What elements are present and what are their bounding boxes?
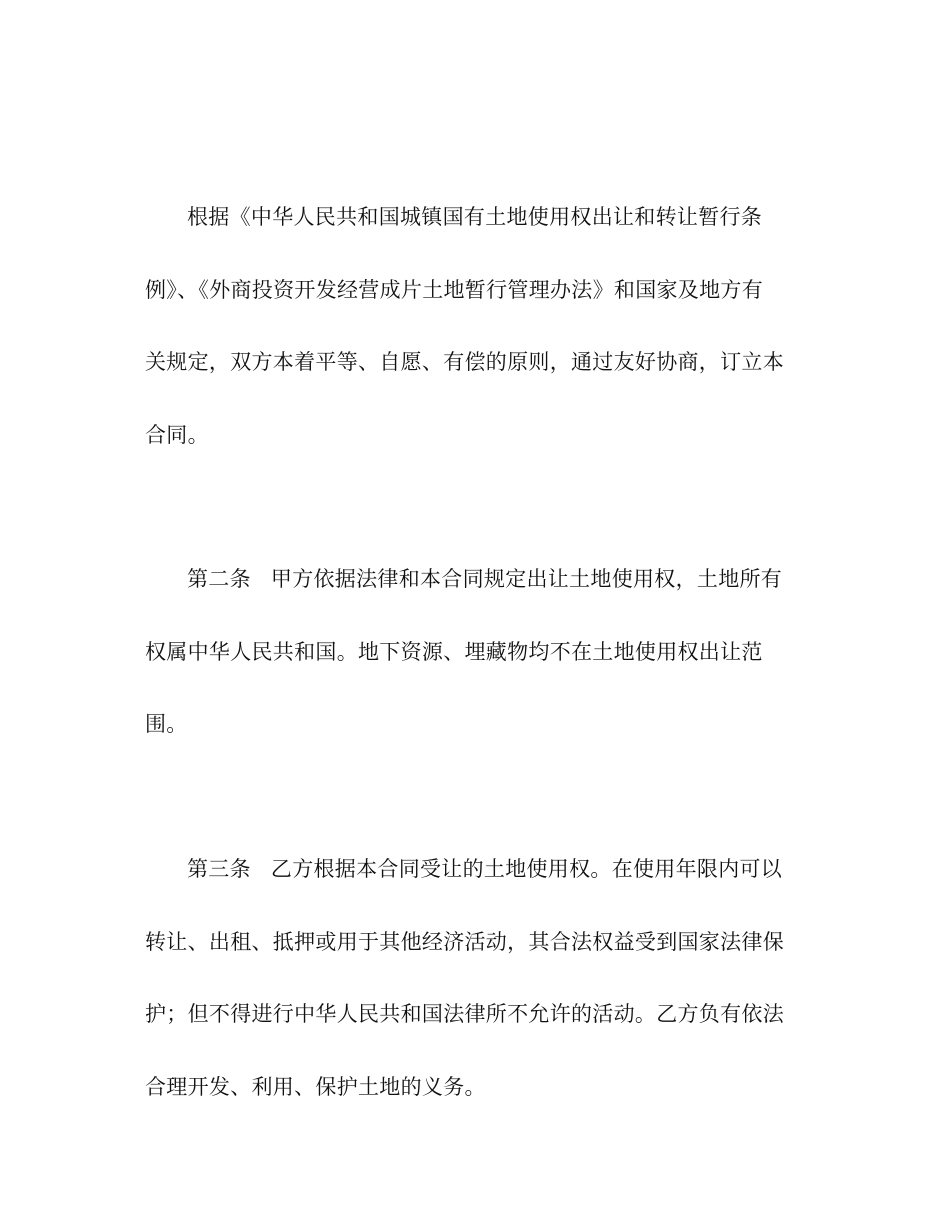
paragraph-line: 合理开发、利用、保护土地的义务。	[145, 1074, 486, 1099]
paragraph-first-line	[145, 833, 800, 906]
paragraph-line: 围。	[145, 712, 188, 736]
paragraph-line: 合同。	[145, 422, 209, 447]
article-heading: 第二条	[187, 567, 251, 591]
paragraph-line: 权属中华人民共和国。地下资源、埋藏物均不在土地使用权出让范	[145, 639, 763, 664]
paragraph-first-line	[145, 543, 800, 616]
article-3-paragraph	[145, 833, 800, 1123]
paragraph-line: 例》、《外商投资开发经营成片土地暂行管理办法》和国家及地方有	[145, 277, 763, 302]
paragraph-line: 根据《中华人民共和国城镇国有土地使用权出让和转让暂行条	[187, 205, 763, 229]
preamble-paragraph	[145, 181, 800, 471]
paragraph-line: 甲方依据法律和本合同规定出让土地使用权，土地所有	[270, 567, 783, 591]
paragraph-line: 转让、出租、抵押或用于其他经济活动，其合法权益受到国家法律保	[145, 929, 784, 954]
paragraph-line: 护；但不得进行中华人民共和国法律所不允许的活动。乙方负有依法	[145, 1002, 784, 1026]
article-2-paragraph	[145, 543, 800, 761]
paragraph-line: 乙方根据本合同受让的土地使用权。在使用年限内可以	[270, 857, 783, 881]
article-heading: 第三条	[187, 857, 251, 881]
paragraph-line: 关规定，双方本着平等、自愿、有偿的原则，通过友好协商，订立本	[145, 350, 784, 374]
